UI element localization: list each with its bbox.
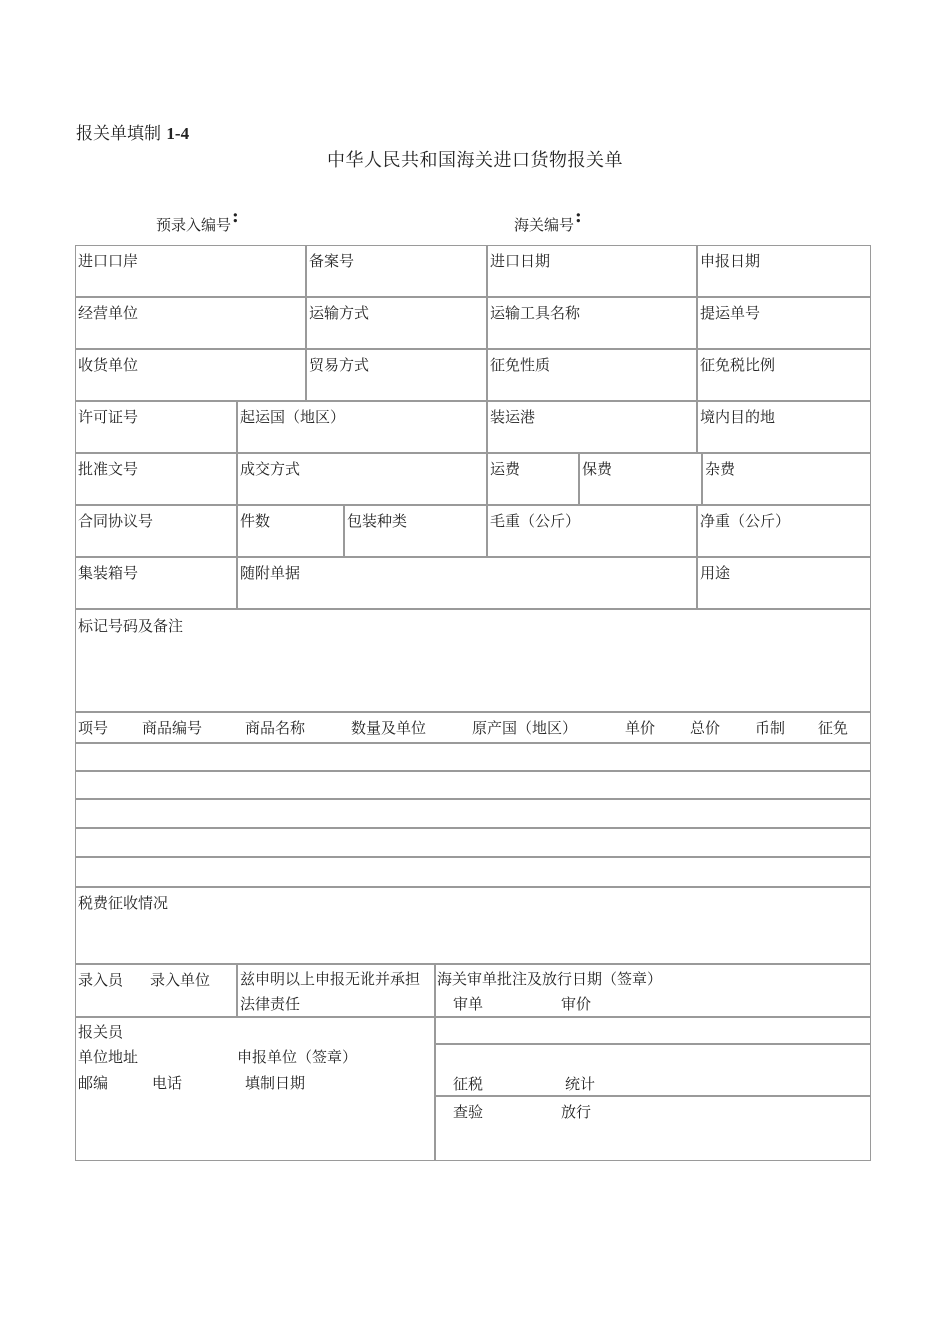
label-operator: 经营单位 (78, 304, 139, 322)
cell-levy-nature[interactable] (487, 349, 697, 401)
cell-misc-fee[interactable] (702, 453, 871, 505)
cell-declare-date[interactable] (697, 245, 871, 297)
label-contract-no: 合同协议号 (78, 512, 154, 530)
cell-attached-docs[interactable] (237, 557, 697, 609)
label-freight: 运费 (490, 460, 521, 478)
label-insurance: 保费 (582, 460, 613, 478)
cell-entry-clerk[interactable] (75, 964, 237, 1017)
cell-gross-weight[interactable] (487, 505, 697, 557)
cell-vehicle-name[interactable] (487, 297, 697, 349)
label-postcode: 邮编 (78, 1074, 109, 1092)
statement-line-2: 法律责任 (240, 995, 301, 1013)
label-consignee: 收货单位 (78, 356, 139, 374)
cell-freight[interactable] (487, 453, 579, 505)
label-package-type: 包装种类 (347, 512, 408, 530)
label-declare-unit: 申报单位（签章） (237, 1048, 358, 1066)
col-unit-price: 单价 (625, 719, 656, 737)
col-goods-code: 商品编号 (142, 719, 203, 737)
label-marks-remarks: 标记号码及备注 (78, 617, 184, 635)
cell-import-date[interactable] (487, 245, 697, 297)
cell-deal-mode[interactable] (237, 453, 487, 505)
pre-entry-no-label (156, 206, 239, 235)
table-row[interactable] (75, 743, 871, 771)
table-row[interactable] (75, 799, 871, 828)
col-total-price: 总价 (690, 719, 721, 737)
cell-trade-mode[interactable] (306, 349, 487, 401)
cell-license-no[interactable] (75, 401, 237, 453)
cell-package-type[interactable] (344, 505, 487, 557)
col-qty-unit: 数量及单位 (351, 719, 427, 737)
cell-pieces[interactable] (237, 505, 344, 557)
table-row[interactable] (75, 857, 871, 887)
cell-insurance[interactable] (579, 453, 702, 505)
label-fill-date: 填制日期 (245, 1074, 306, 1092)
label-record-no: 备案号 (309, 252, 355, 270)
cell-declarant[interactable] (75, 1017, 435, 1161)
statement-line-1: 兹申明以上申报无讹并承担 (240, 970, 421, 988)
label-levy-ratio: 征免税比例 (700, 356, 776, 374)
label-inspection: 查验 (453, 1103, 484, 1121)
label-container-no: 集装箱号 (78, 564, 139, 582)
table-row[interactable] (75, 771, 871, 799)
goods-table-header (75, 712, 871, 743)
heading-number: 1-4 (166, 124, 190, 143)
label-phone: 电话 (152, 1074, 183, 1092)
cell-inspection-release[interactable] (435, 1096, 871, 1161)
col-levy-exempt: 征免 (818, 719, 849, 737)
label-usage: 用途 (700, 564, 731, 582)
label-destination: 境内目的地 (700, 408, 776, 426)
customs-no-label (514, 206, 582, 235)
cell-customs-blank[interactable] (435, 1017, 871, 1044)
label-net-weight: 净重（公斤） (700, 512, 791, 530)
label-gross-weight: 毛重（公斤） (490, 512, 581, 530)
cell-port[interactable] (75, 245, 306, 297)
label-deal-mode: 成交方式 (240, 460, 301, 478)
cell-approval-no[interactable] (75, 453, 237, 505)
cell-levy-statistics[interactable] (435, 1044, 871, 1096)
label-entry-unit: 录入单位 (150, 971, 211, 989)
pre-entry-colon: : (232, 206, 239, 227)
label-origin-country: 起运国（地区） (240, 408, 346, 426)
label-port: 进口口岸 (78, 252, 139, 270)
cell-record-no[interactable] (306, 245, 487, 297)
label-approval-no: 批准文号 (78, 460, 139, 478)
document-heading (76, 119, 189, 144)
cell-container-no[interactable] (75, 557, 237, 609)
cell-marks-remarks[interactable] (75, 609, 871, 712)
cell-transport-mode[interactable] (306, 297, 487, 349)
label-declare-date: 申报日期 (700, 252, 761, 270)
label-license-no: 许可证号 (78, 408, 139, 426)
cell-loading-port[interactable] (487, 401, 697, 453)
label-misc-fee: 杂费 (705, 460, 736, 478)
col-goods-name: 商品名称 (245, 719, 306, 737)
col-origin: 原产国（地区） (472, 719, 578, 737)
customs-no-colon: : (575, 206, 582, 227)
label-declarant: 报关员 (78, 1023, 124, 1041)
cell-origin-country[interactable] (237, 401, 487, 453)
pre-entry-no-text: 预录入编号 (156, 216, 232, 234)
label-review-price: 审价 (561, 995, 592, 1013)
label-import-date: 进口日期 (490, 252, 551, 270)
cell-bl-no[interactable] (697, 297, 871, 349)
customs-no-text: 海关编号 (514, 216, 575, 234)
label-levy-nature: 征免性质 (490, 356, 551, 374)
heading-text: 报关单填制 (76, 124, 161, 144)
cell-consignee[interactable] (75, 349, 306, 401)
label-entry-clerk: 录入员 (78, 971, 124, 989)
cell-contract-no[interactable] (75, 505, 237, 557)
label-trade-mode: 贸易方式 (309, 356, 370, 374)
label-unit-address: 单位地址 (78, 1048, 139, 1066)
cell-approval[interactable] (435, 964, 871, 1017)
label-pieces: 件数 (240, 512, 271, 530)
cell-tax-section[interactable] (75, 887, 871, 964)
cell-net-weight[interactable] (697, 505, 871, 557)
label-statistics: 统计 (565, 1075, 596, 1093)
page-title: 中华人民共和国海关进口货物报关单 (327, 150, 623, 171)
label-review-doc: 审单 (453, 995, 484, 1013)
cell-levy-ratio[interactable] (697, 349, 871, 401)
table-row[interactable] (75, 828, 871, 857)
label-tax-section: 税费征收情况 (78, 894, 169, 912)
cell-statement (237, 964, 435, 1017)
col-item-no: 项号 (78, 719, 109, 737)
label-transport-mode: 运输方式 (309, 304, 370, 322)
cell-usage[interactable] (697, 557, 871, 609)
label-attached-docs: 随附单据 (240, 564, 301, 582)
col-currency: 币制 (755, 719, 786, 737)
cell-operator[interactable] (75, 297, 306, 349)
label-loading-port: 装运港 (490, 408, 536, 426)
label-levy-tax: 征税 (453, 1075, 484, 1093)
label-release: 放行 (561, 1103, 592, 1121)
cell-destination[interactable] (697, 401, 871, 453)
label-approval-title: 海关审单批注及放行日期（签章） (437, 970, 663, 988)
label-bl-no: 提运单号 (700, 304, 761, 322)
label-vehicle-name: 运输工具名称 (490, 304, 581, 322)
